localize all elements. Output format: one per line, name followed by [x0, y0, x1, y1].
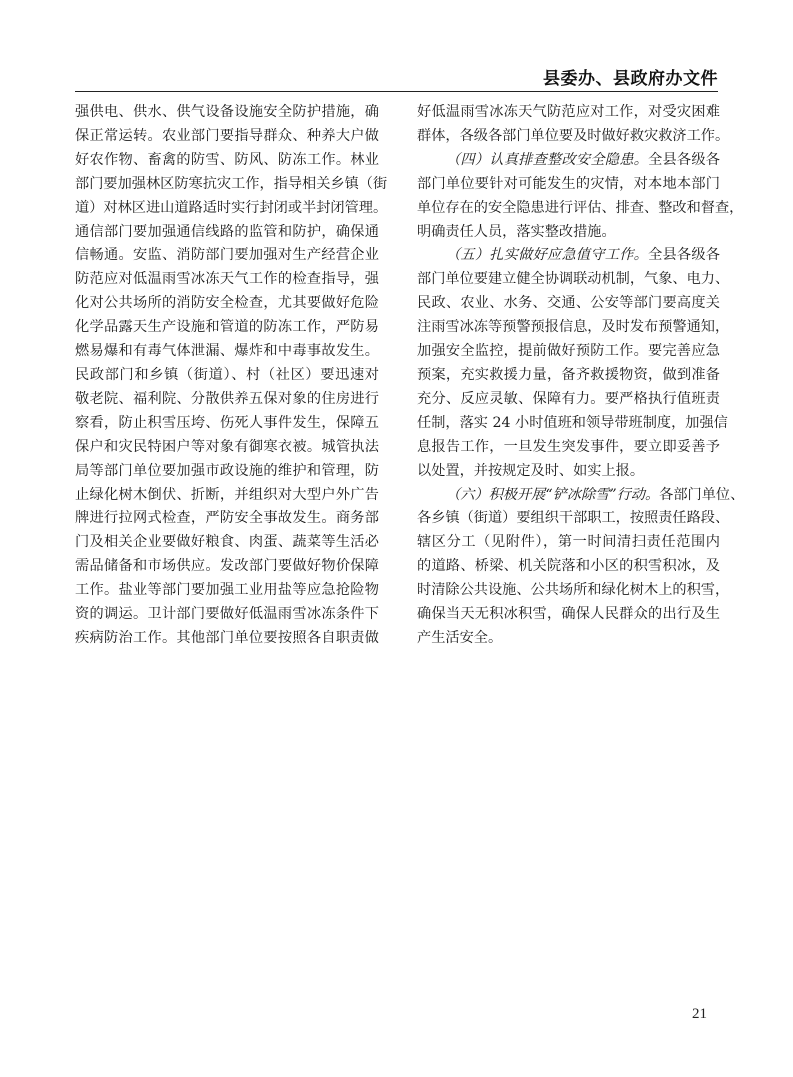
text-line: 止绿化树木倒伏、折断，并组织对大型户外广告 [75, 486, 379, 503]
text-line: 确保当天无积冰积雪，确保人民群众的出行及生 [417, 606, 720, 623]
text-line: 保正常运转。农业部门要指导群众、种养大户做 [75, 127, 379, 144]
right-column [417, 101, 745, 651]
text-line: 通信部门要加强通信线路的监管和防护，确保通 [75, 223, 379, 240]
text-line: 的道路、桥梁、机关院落和小区的积雪积冰，及 [417, 558, 720, 575]
text-line: 各乡镇（街道）要组织干部职工，按照责任路段、 [417, 510, 730, 527]
section-heading: （五）扎实做好应急值守工作。 [446, 247, 649, 264]
document-series-title: 县委办、县政府办文件 [543, 69, 718, 89]
section-five [417, 244, 730, 483]
text-line: 强供电、供水、供气设备设施安全防护措施，确 [75, 104, 379, 120]
text-line: 好低温雨雪冰冻天气防范应对工作，对受灾困难 [417, 104, 720, 120]
text-line: 息报告工作，一旦发生突发事件，要立即妥善予 [417, 438, 720, 455]
text-line: 燃易爆和有毒气体泄漏、爆炸和中毒事故发生。 [75, 343, 379, 360]
section-text: 全县各级各 [648, 151, 720, 168]
paragraph-continuation [417, 101, 730, 149]
text-line: 化学品露天生产设施和管道的防冻工作，严防易 [75, 319, 379, 336]
page-number: 21 [692, 1006, 707, 1022]
text-line: 部门单位要建立健全协调联动机制，气象、电力、 [417, 271, 730, 288]
section-heading: （六）积极开展“铲冰除雪”行动。 [446, 486, 660, 503]
text-line: 辖区分工（见附件），第一时间清扫责任范围内 [417, 534, 720, 551]
text-line: 群体，各级各部门单位要及时做好救灾救济工作。 [417, 127, 730, 144]
text-line: 充分、反应灵敏、保障有力。要严格执行值班责 [417, 390, 720, 407]
text-line: 民政部门和乡镇（街道）、村（社区）要迅速对 [75, 366, 379, 383]
text-line: 预案，充实救援力量，备齐救援物资，做到准备 [417, 366, 720, 383]
text-line: 加强安全监控，提前做好预防工作。要完善应急 [417, 343, 720, 360]
text-line [417, 484, 745, 508]
text-line [417, 244, 720, 268]
text-line: 民政、农业、水务、交通、公安等部门要高度关 [417, 295, 720, 312]
text-line: 以处置，并按规定及时、如实上报。 [417, 462, 645, 479]
header-rule [75, 91, 718, 92]
text-line: 察看，防止积雪压垮、伤死人事件发生，保障五 [75, 414, 379, 431]
text-line: 局等部门单位要加强市政设施的维护和管理，防 [75, 462, 379, 479]
text-line: 化对公共场所的消防安全检查，尤其要做好危险 [75, 295, 379, 312]
text-line: 门及相关企业要做好粮食、肉蛋、蔬菜等生活必 [75, 534, 379, 551]
text-line: 部门要加强林区防寒抗灾工作，指导相关乡镇（街 [75, 175, 388, 192]
text-line: 好农作物、畜禽的防雪、防风、防冻工作。林业 [75, 151, 379, 168]
text-line [417, 149, 720, 173]
text-line: 产生活安全。 [417, 629, 503, 646]
text-line: 敬老院、福利院、分散供养五保对象的住房进行 [75, 390, 379, 407]
text-line: 疾病防治工作。其他部门单位要按照各自职责做 [75, 629, 379, 646]
text-line: 明确责任人员，落实整改措施。 [417, 223, 616, 240]
text-line: 信畅通。安监、消防部门要加强对生产经营企业 [75, 247, 379, 264]
text-line: 注雨雪冰冻等预警预报信息，及时发布预警通知， [417, 319, 730, 336]
text-line: 部门单位要针对可能发生的灾情，对本地本部门 [417, 175, 720, 192]
text-line: 资的调运。卫计部门要做好低温雨雪冰冻条件下 [75, 606, 379, 623]
text-line: 工作。盐业等部门要加强工业用盐等应急抢险物 [75, 582, 379, 599]
text-line: 需品储备和市场供应。发改部门要做好物价保障 [75, 558, 379, 575]
section-six [417, 484, 745, 651]
section-four [417, 149, 744, 245]
text-line: 单位存在的安全隐患进行评估、排查、整改和督查， [417, 199, 744, 216]
text-line: 时清除公共设施、公共场所和绿化树木上的积雪， [417, 582, 730, 599]
section-text: 各部门单位、 [659, 486, 745, 503]
text-line: 防范应对低温雨雪冰冻天气工作的检查指导，强 [75, 271, 379, 288]
section-heading: （四）认真排查整改安全隐患。 [446, 151, 649, 168]
text-line: 保户和灾民特困户等对象有御寒衣被。城管执法 [75, 438, 379, 455]
text-line: 道）对林区进山道路适时实行封闭或半封闭管理。 [75, 199, 388, 216]
text-line: 牌进行拉网式检查，严防安全事故发生。商务部 [75, 510, 379, 527]
left-column [75, 101, 388, 651]
section-text: 全县各级各 [648, 247, 720, 264]
text-line: 任制，落实 24 小时值班和领导带班制度，加强信 [417, 414, 728, 431]
